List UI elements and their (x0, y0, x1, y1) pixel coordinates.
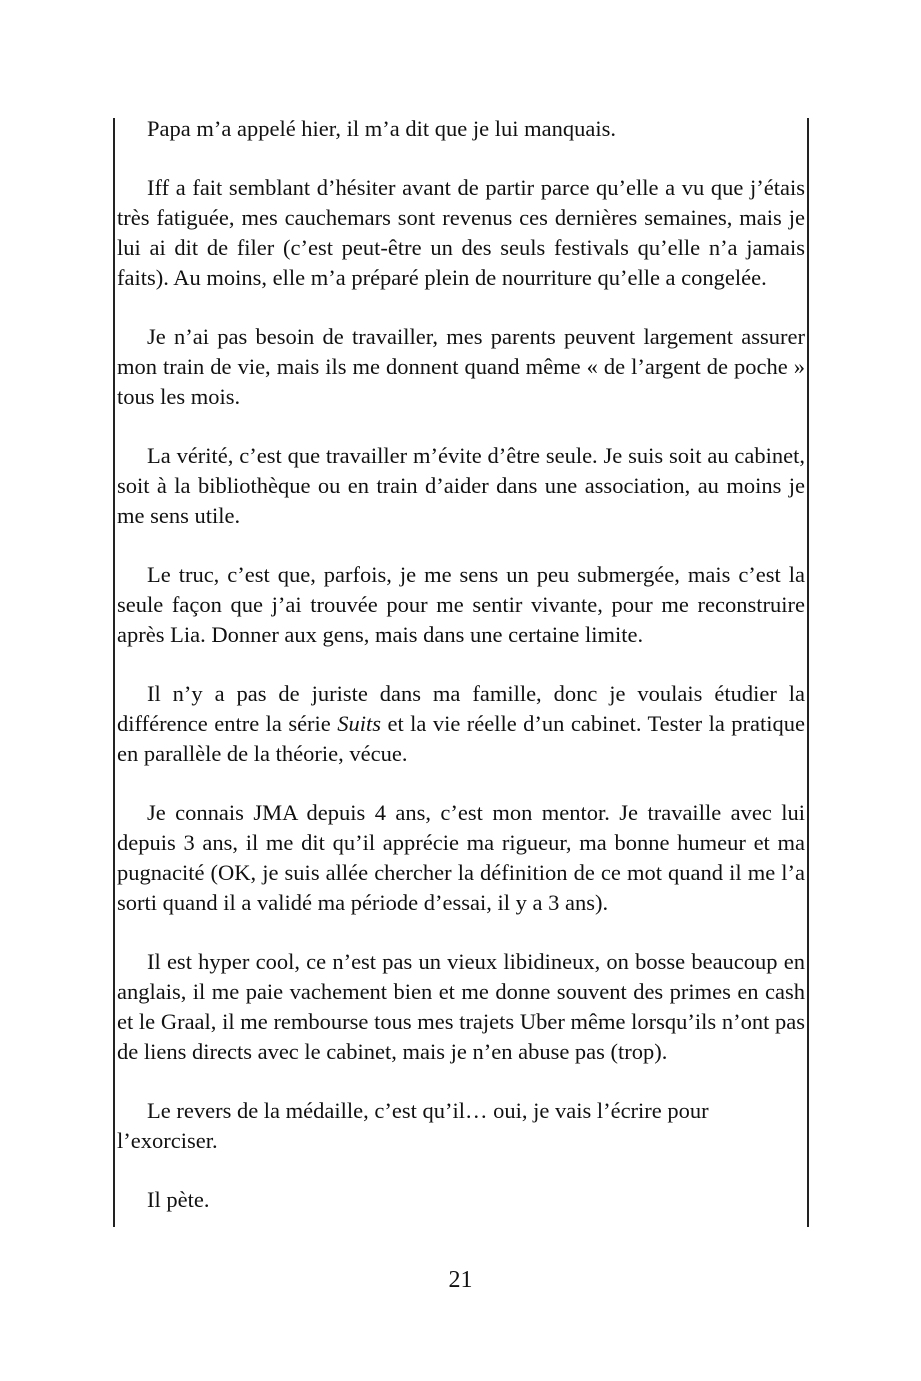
body-text (117, 114, 805, 1244)
left-margin-rule (113, 118, 115, 1227)
paragraph-8: Il est hyper cool, ce n’est pas un vieux libidineux, on bosse beaucoup en anglais, il me paie vachement bien et me donne souvent des primes en cash et le Graal, il me rembourse tous mes trajets Uber même lorsqu’ils n’ont pas de liens directs avec le cabinet, mais je n’en abuse pas (trop). (117, 949, 805, 1064)
paragraph-9: Le revers de la médaille, c’est qu’il… oui, je vais l’écrire pour l’exorciser. (117, 1098, 709, 1153)
paragraph-3: Je n’ai pas besoin de travailler, mes parents peuvent largement assurer mon train de vie, mais ils me donnent quand même « de l’argent de poche » tous les mois. (117, 324, 805, 409)
paragraph-1: Papa m’a appelé hier, il m’a dit que je lui manquais. (147, 116, 616, 141)
page-number: 21 (448, 1267, 473, 1293)
paragraph-6 (117, 679, 805, 769)
right-margin-rule (807, 118, 809, 1227)
paragraph-2: Iff a fait semblant d’hésiter avant de partir parce qu’elle a vu que j’étais très fatiguée, mes cauchemars sont revenus ces dernières semaines, mais je lui ai dit de filer (c’est peut-être un des seuls festivals qu’elle n’a jamais faits). Au moins, elle m’a préparé plein de nourriture qu’elle a congelée. (117, 175, 805, 290)
paragraph-6-before: Il n’y a pas de juriste dans ma famille, donc je voulais étudier la différence entre la série (117, 681, 805, 736)
paragraph-6-after: et la vie réelle d’un cabinet. Tester la pratique en parallèle de la théorie, vécue. (117, 711, 805, 766)
paragraph-7: Je connais JMA depuis 4 ans, c’est mon mentor. Je travaille avec lui depuis 3 ans, il me dit qu’il apprécie ma rigueur, ma bonne humeur et ma pugnacité (OK, je suis allée chercher la définition de ce mot quand il me l’a sorti quand il a validé ma période d’essai, il y a 3 ans). (117, 800, 805, 915)
series-title-italic: Suits (337, 711, 382, 736)
paragraph-5: Le truc, c’est que, parfois, je me sens un peu submergée, mais c’est la seule façon que j’ai trouvée pour me sentir vivante, pour me reconstruire après Lia. Donner aux gens, mais dans une certaine limite. (117, 562, 805, 647)
paragraph-10: Il pète. (147, 1187, 210, 1212)
paragraph-4: La vérité, c’est que travailler m’évite d’être seule. Je suis soit au cabinet, soit à la bibliothèque ou en train d’aider dans une association, au moins je me sens utile. (117, 443, 805, 528)
